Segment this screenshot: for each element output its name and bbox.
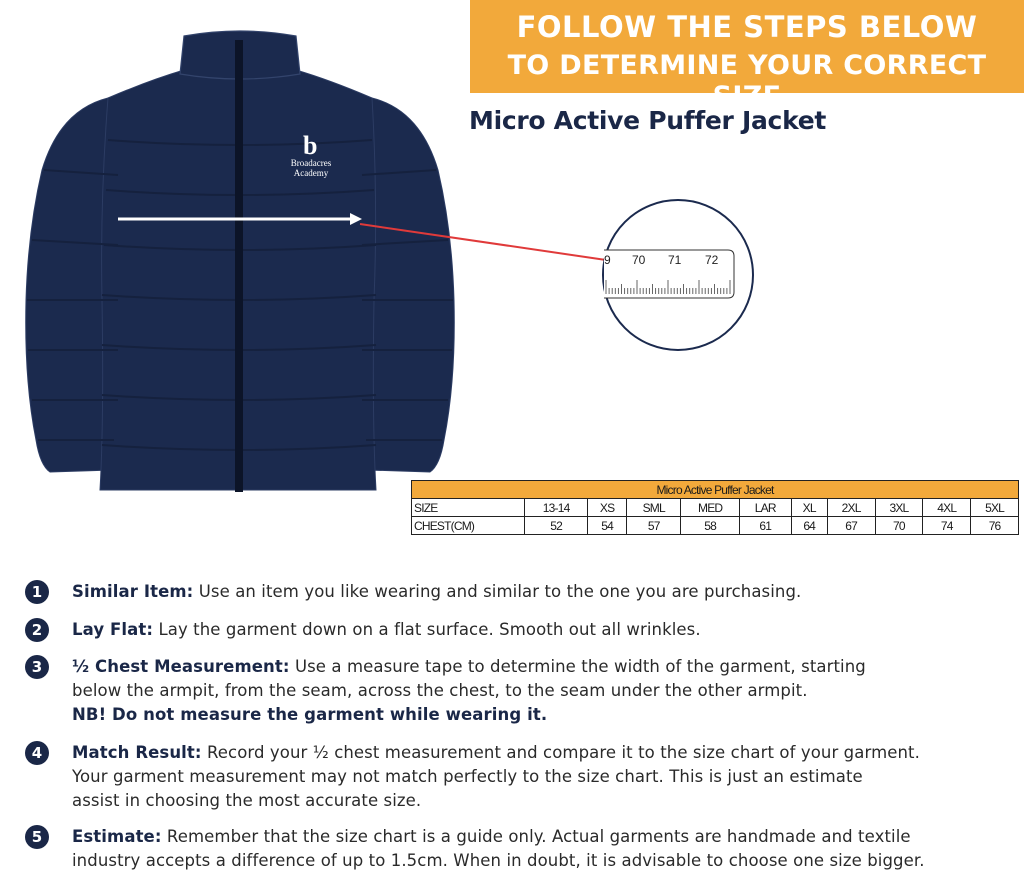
step-text: Your garment measurement may not match perfectly to the size chart. This is just an estimate [72, 767, 863, 786]
size-cell: LAR [739, 499, 791, 517]
chest-cell: 52 [525, 517, 588, 535]
step-number-badge: 1 [25, 580, 49, 604]
step-title: Match Result: [72, 743, 202, 762]
step-text: Record your ½ chest measurement and compare it to the size chart of your garment. [201, 743, 920, 762]
size-cell: XS [588, 499, 627, 517]
step-title: Lay Flat: [72, 620, 154, 639]
step-number-badge: 4 [25, 741, 49, 765]
size-cell: MED [681, 499, 739, 517]
tape-label-0: 9 [604, 253, 611, 267]
product-title: Micro Active Puffer Jacket [469, 106, 827, 135]
chest-cell: 74 [923, 517, 971, 535]
size-cell: 13-14 [525, 499, 588, 517]
step-text: Lay the garment down on a flat surface. Smooth out all wrinkles. [153, 620, 701, 639]
step-number-badge: 5 [25, 825, 49, 849]
chest-cell: 67 [827, 517, 875, 535]
chest-cell: 61 [739, 517, 791, 535]
size-chart-table [411, 480, 1019, 535]
chest-cell: 70 [875, 517, 923, 535]
size-cell: 4XL [923, 499, 971, 517]
step-text: Remember that the size chart is a guide only. Actual garments are handmade and textile [161, 827, 911, 846]
chest-cell: 57 [627, 517, 681, 535]
size-cell: SML [627, 499, 681, 517]
step-number-badge: 3 [25, 655, 49, 679]
tape-label-2: 71 [668, 253, 682, 267]
logo-line-2: Academy [293, 168, 329, 178]
tape-label-1: 70 [632, 253, 646, 267]
step-title: Similar Item: [72, 582, 194, 601]
step-text: industry accepts a difference of up to 1.5cm. When in doubt, it is advisable to choose one size bigger. [72, 851, 925, 870]
logo-line-1: Broadacres [290, 158, 332, 168]
step-note: NB! Do not measure the garment while wearing it. [72, 705, 548, 724]
chest-cell: 76 [971, 517, 1019, 535]
chest-cell: 58 [681, 517, 739, 535]
step-text: Use an item you like wearing and similar to the one you are purchasing. [193, 582, 802, 601]
step-title: Estimate: [72, 827, 162, 846]
zipper [235, 40, 243, 492]
step-text: below the armpit, from the seam, across the chest, to the seam under the other armpit. [72, 681, 808, 700]
step-number-badge: 2 [25, 618, 49, 642]
size-cell: 3XL [875, 499, 923, 517]
row-label-chest: CHEST(CM) [412, 517, 525, 535]
step-text: Use a measure tape to determine the width of the garment, starting [289, 657, 866, 676]
tape-measure [604, 250, 734, 298]
table-row-chest [412, 517, 1019, 535]
table-row-size [412, 499, 1019, 517]
size-cell: 5XL [971, 499, 1019, 517]
size-cell: 2XL [827, 499, 875, 517]
chest-cell: 64 [791, 517, 827, 535]
logo-letter: b [303, 131, 318, 160]
chest-cell: 54 [588, 517, 627, 535]
size-chart-title: Micro Active Puffer Jacket [412, 481, 1019, 499]
size-cell: XL [791, 499, 827, 517]
tape-label-3: 72 [705, 253, 719, 267]
banner-line-2: TO DETERMINE YOUR CORRECT SIZE [507, 50, 987, 112]
banner-line-1: FOLLOW THE STEPS BELOW [516, 10, 978, 44]
step-text: assist in choosing the most accurate size. [72, 791, 422, 810]
row-label-size: SIZE [412, 499, 525, 517]
step-title: ½ Chest Measurement: [72, 657, 290, 676]
